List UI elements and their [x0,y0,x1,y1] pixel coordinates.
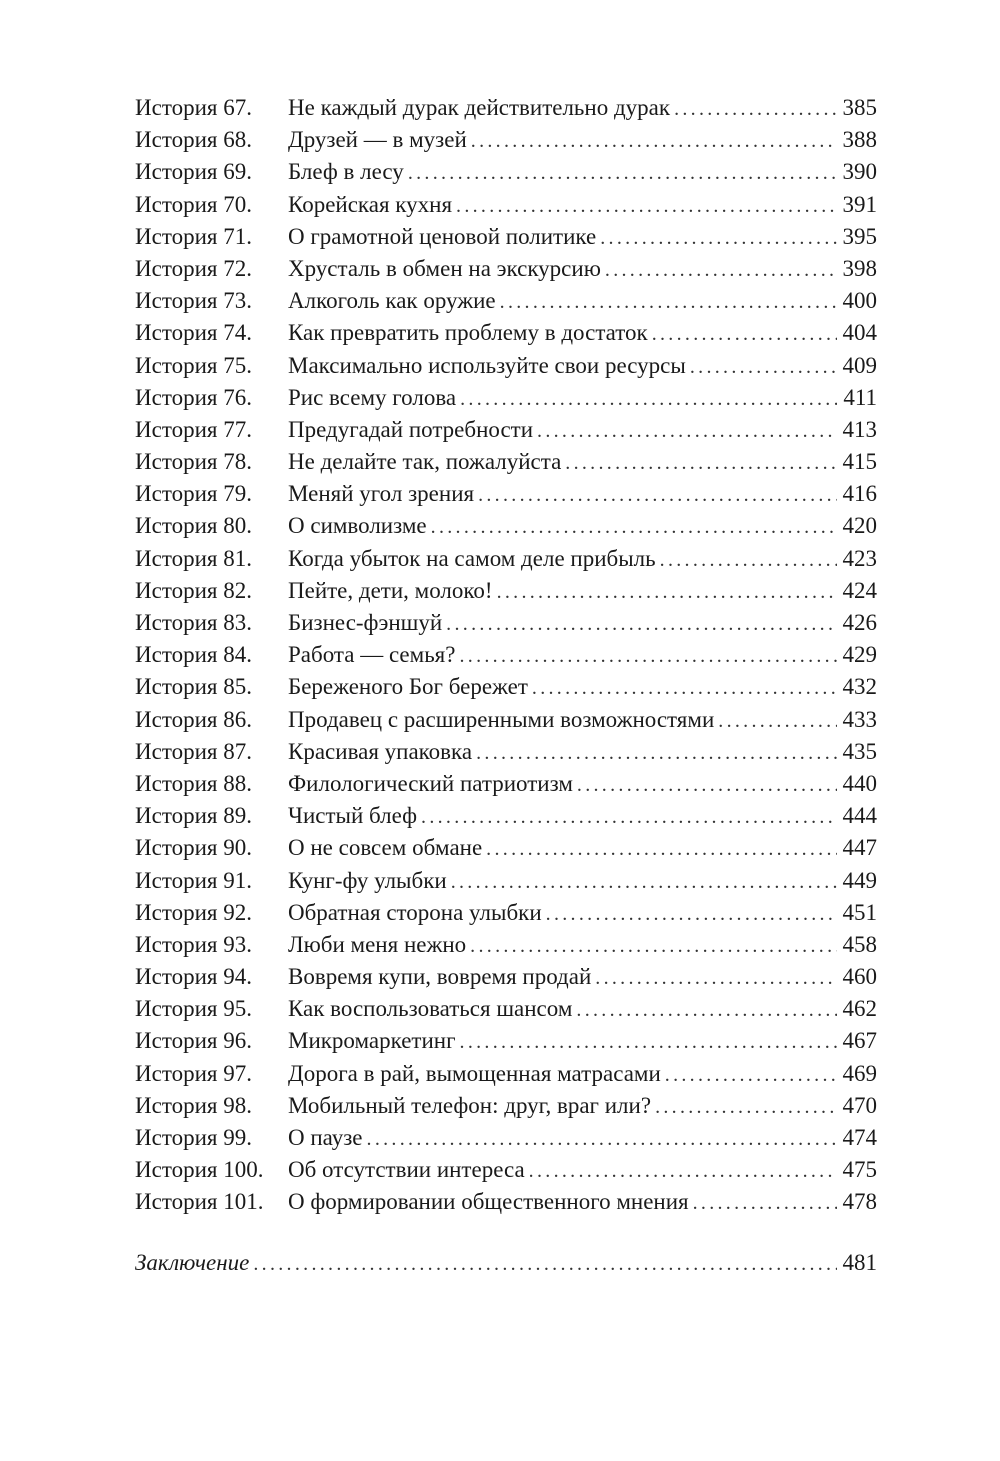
toc-entry[interactable] [135,704,877,736]
toc-entry-page: 398 [842,255,877,281]
toc-entry[interactable] [135,1154,877,1186]
dot-leader [605,254,837,286]
dot-leader [421,801,836,833]
toc-entry-page: 474 [842,1125,877,1150]
toc-entry-page: 404 [842,320,877,346]
toc-entry-title: Как превратить проблему в достаток [288,320,648,346]
toc-entry-title: Хрусталь в обмен на экскурсию [288,255,601,281]
dot-leader [546,898,837,930]
dot-leader [576,994,836,1026]
toc-entry[interactable] [135,92,877,124]
dot-leader [500,286,837,318]
toc-entry-label: История 70. [135,191,252,217]
dot-leader [446,608,836,640]
toc-entry-title: Кунг-фу улыбки [288,867,447,893]
toc-entry-page: 470 [842,1092,877,1118]
toc-entry-page: 395 [842,223,877,249]
toc-entry-page: 390 [842,159,877,185]
toc-entry-page: 416 [842,481,877,507]
toc-entry-page: 429 [842,642,877,668]
toc-entry-title: Филологический патриотизм [288,770,573,796]
toc-entry-page: 400 [842,288,877,314]
toc-entry[interactable] [135,993,877,1025]
toc-entry[interactable] [135,1186,877,1218]
dot-leader [665,1059,837,1091]
toc-entry-title: Красивая упаковка [288,738,473,764]
toc-entry-page: 415 [842,449,877,475]
toc-entry-title: Пейте, дети, молоко! [288,577,493,603]
toc-entry-page: 409 [842,352,877,378]
dot-leader [718,705,836,737]
toc-entry[interactable] [135,382,877,414]
toc-entry[interactable] [135,865,877,897]
toc-entry-page: 391 [842,191,877,217]
toc-entry-title: Максимально используйте свои ресурсы [288,352,686,378]
dot-leader [532,672,837,704]
dot-leader [655,1091,836,1123]
toc-entry-title: Блеф в лесу [288,159,404,185]
toc-entry-title: Алкоголь как оружие [288,288,496,314]
dot-leader [253,1248,836,1280]
toc-entry-title: Микромаркетинг [288,1028,456,1054]
dot-leader [451,866,837,898]
dot-leader [595,962,836,994]
toc-entry-label: История 83. [135,610,252,635]
dot-leader [600,222,836,254]
toc-entry-title: О формировании общественного мнения [288,1189,689,1215]
toc-entry-page: 469 [842,1060,877,1086]
toc-entry-label: История 78. [135,449,252,475]
dot-leader [497,576,837,608]
toc-entry-title: Не каждый дурак действительно дурак [288,95,671,120]
toc-entry-label: История 79. [135,481,252,507]
toc-entry-page: 481 [842,1250,877,1275]
toc-entry-page: 467 [842,1028,877,1054]
toc-entry[interactable] [135,317,877,349]
toc-entry-title: Продавец с расширенными возможностями [288,706,715,732]
toc-entry[interactable] [135,156,877,188]
toc-entry-page: 413 [842,416,877,442]
toc-entry-page: 451 [842,899,877,925]
toc-entry-label: История 93. [135,931,252,957]
toc-entry-label: История 100. [135,1157,264,1183]
toc-entry[interactable] [135,253,877,285]
toc-entry-label: История 84. [135,642,252,668]
dot-leader [367,1123,837,1155]
dot-leader [577,769,837,801]
toc-entry[interactable] [135,414,877,446]
toc-entry-title: Вовремя купи, вовремя продай [288,964,592,990]
toc-entry-title: Не делайте так, пожалуйста [288,449,562,475]
toc-entry-label: История 68. [135,127,252,153]
toc-entry-title: Друзей — в музей [288,127,467,153]
toc-entry-title: Обратная сторона улыбки [288,899,542,925]
toc-entry-label: История 82. [135,577,252,603]
dot-leader [460,1026,837,1058]
dot-leader [660,544,837,576]
dot-leader [537,415,836,447]
toc-entry-label: История 73. [135,288,252,314]
toc-entry-title: Заключение [135,1250,250,1275]
toc-entry[interactable] [135,671,877,703]
toc-entry-label: История 69. [135,159,252,185]
toc-entry-label: История 99. [135,1125,252,1150]
toc-entry-title: О паузе [288,1125,363,1150]
toc-entry-title: Корейская кухня [288,191,453,217]
toc-entry-label: История 91. [135,867,252,893]
toc-entry-title: Рис всему голова [288,384,457,410]
toc-entry-label: История 101. [135,1189,264,1215]
toc-entry-page: 423 [842,545,877,571]
dot-leader [529,1155,837,1187]
toc-entry-title: О грамотной ценовой политике [288,223,597,249]
dot-leader [693,1187,837,1219]
toc-entry[interactable] [135,350,877,382]
toc-entry-label: История 92. [135,899,252,925]
toc-entry-label: История 87. [135,738,252,764]
dot-leader [470,930,836,962]
toc-entry[interactable] [135,832,877,864]
toc-entry-label: История 88. [135,770,252,796]
toc-entry-label: История 77. [135,416,252,442]
toc-entry-conclusion[interactable] [135,1247,877,1279]
toc-entry-page: 433 [842,706,877,732]
toc-entry-page: 444 [842,803,877,829]
toc-entry-page: 435 [842,738,877,764]
dot-leader [674,93,836,125]
toc-entry[interactable] [135,446,877,478]
dot-leader [456,190,836,222]
toc-entry-label: История 76. [135,384,252,410]
toc-entry[interactable] [135,221,877,253]
toc-entry-label: История 74. [135,320,252,346]
toc-entry-label: История 86. [135,706,252,732]
toc-entry-title: Дорога в рай, вымощенная матрасами [288,1060,661,1086]
toc-entry-title: Береженого Бог бережет [288,674,528,700]
toc-entry-label: История 85. [135,674,252,700]
toc-entry-title: Бизнес-фэншуй [288,610,443,635]
dot-leader [565,447,836,479]
toc-entry-page: 440 [842,770,877,796]
toc-entry-label: История 81. [135,545,252,571]
toc-entry-title: Мобильный телефон: друг, враг или? [288,1092,652,1118]
toc-entry-label: История 96. [135,1028,252,1054]
toc-entry-title: Работа — семья? [288,642,456,668]
toc-entry-title: О символизме [288,513,427,539]
dot-leader [478,479,836,511]
dot-leader [460,383,837,415]
dot-leader [471,125,837,157]
toc-entry-title: Чистый блеф [288,803,418,829]
toc-entry-label: История 97. [135,1060,252,1086]
dot-leader [652,318,837,350]
dot-leader [486,833,836,865]
toc-entry-page: 478 [842,1189,877,1215]
toc-entry-page: 458 [842,931,877,957]
toc-entry-title: Предугадай потребности [288,416,534,442]
toc-entry[interactable] [135,575,877,607]
toc-entry[interactable] [135,1058,877,1090]
toc-entry[interactable] [135,543,877,575]
toc-entry-page: 424 [842,577,877,603]
toc-entry[interactable] [135,800,877,832]
dot-leader [459,640,836,672]
toc-entry[interactable] [135,478,877,510]
toc-entry-label: История 67. [135,95,252,120]
toc-entry[interactable] [135,607,877,639]
toc-entry-title: Об отсутствии интереса [288,1157,525,1183]
toc-entry[interactable] [135,1122,877,1154]
toc-entry-page: 462 [842,996,877,1022]
toc-entry-page: 388 [842,127,877,153]
toc-entry-page: 420 [842,513,877,539]
toc-entry[interactable] [135,285,877,317]
toc-entry-page: 460 [842,964,877,990]
toc-entry[interactable] [135,124,877,156]
toc-entry-page: 449 [842,867,877,893]
toc-entry-title: Когда убыток на самом деле прибыль [288,545,656,571]
toc-entry-label: История 98. [135,1092,252,1118]
toc-entry-label: История 80. [135,513,252,539]
toc-entry-label: История 71. [135,223,252,249]
dot-leader [690,351,837,383]
toc-entry-label: История 75. [135,352,252,378]
toc-entry-page: 447 [842,835,877,861]
toc-entry-label: История 90. [135,835,252,861]
toc-entry-page: 475 [842,1157,877,1183]
dot-leader [431,511,837,543]
toc-entry-title: Люби меня нежно [288,931,467,957]
toc-entry-title: Как воспользоваться шансом [288,996,573,1022]
toc-entry-label: История 95. [135,996,252,1022]
toc-entry-title: Меняй угол зрения [288,481,475,507]
dot-leader [476,737,836,769]
toc-entry-page: 426 [842,610,877,635]
toc-entry-page: 432 [842,674,877,700]
toc-entry[interactable] [135,1025,877,1057]
toc-entry[interactable] [135,961,877,993]
dot-leader [408,157,837,189]
toc-entry[interactable] [135,189,877,221]
toc-entry[interactable] [135,1090,877,1122]
toc-entry[interactable] [135,510,877,542]
toc-entry-label: История 72. [135,255,252,281]
toc-entry[interactable] [135,736,877,768]
toc-entry-label: История 94. [135,964,252,990]
toc-entry-title: О не совсем обмане [288,835,483,861]
toc-entry-page: 385 [842,95,877,120]
toc-entry-label: История 89. [135,803,252,829]
toc-entry[interactable] [135,897,877,929]
toc-entry-page: 411 [843,384,877,410]
table-of-contents [135,92,877,1219]
toc-entry[interactable] [135,929,877,961]
toc-entry[interactable] [135,639,877,671]
toc-entry[interactable] [135,768,877,800]
